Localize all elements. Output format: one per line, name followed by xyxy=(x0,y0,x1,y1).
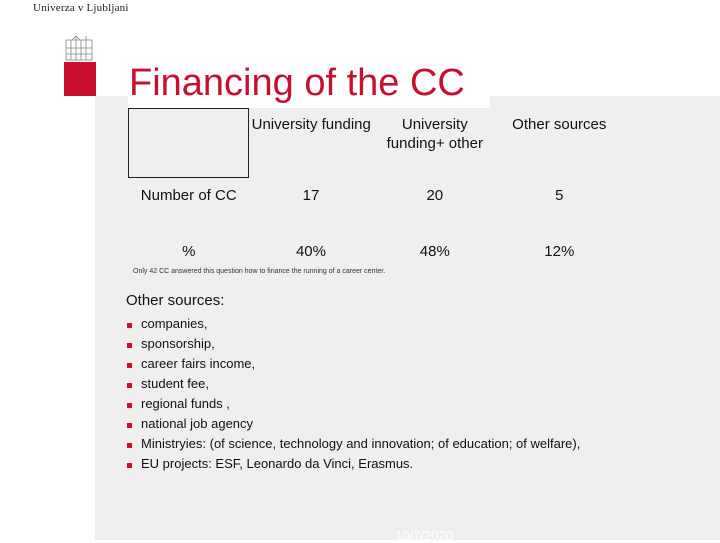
slide-title: Financing of the CC xyxy=(129,62,465,104)
square-bullet-icon xyxy=(127,443,132,448)
table-header-row xyxy=(129,109,623,178)
list-item-text: Ministryies: (of science, technology and innovation; of education; of welfare), xyxy=(141,436,581,451)
list-item xyxy=(127,434,580,454)
other-sources-heading: Other sources: xyxy=(126,292,225,309)
table-cell: 17 xyxy=(302,186,320,204)
list-item xyxy=(127,394,580,414)
list-item-text: national job agency xyxy=(141,416,254,431)
list-item xyxy=(127,334,580,354)
table-cell: 12% xyxy=(544,243,575,260)
funding-table xyxy=(128,108,622,275)
table-cell: 48% xyxy=(419,243,450,260)
list-item-text: sponsorship, xyxy=(141,336,215,351)
list-item-text: student fee, xyxy=(141,376,209,391)
list-item-text: companies, xyxy=(141,316,208,331)
header-cell: Other sources xyxy=(512,115,607,133)
list-item xyxy=(127,454,580,474)
slide-date: 10/7/2020 xyxy=(395,528,453,543)
square-bullet-icon xyxy=(127,343,132,348)
list-item xyxy=(127,374,580,394)
list-item xyxy=(127,414,580,434)
list-item-text: EU projects: ESF, Leonardo da Vinci, Erasmus. xyxy=(141,456,414,471)
list-item-text: regional funds , xyxy=(141,396,230,411)
square-bullet-icon xyxy=(127,363,132,368)
table-cell: 20 xyxy=(426,186,444,204)
header-cell-empty xyxy=(129,109,249,178)
table-cell: 5 xyxy=(555,186,564,204)
list-item xyxy=(127,314,580,334)
square-bullet-icon xyxy=(127,463,132,468)
footnote: Only 42 CC answered this question how to finance the running of a career center. xyxy=(133,268,386,275)
header-cell: University funding+ other xyxy=(386,115,483,152)
row-label: Number of CC xyxy=(140,187,237,204)
list-item xyxy=(127,354,580,374)
square-bullet-icon xyxy=(127,383,132,388)
table-row xyxy=(129,178,623,242)
university-logo-icon xyxy=(62,34,96,96)
table-cell: 40% xyxy=(295,243,326,260)
header-cell: University funding xyxy=(251,115,371,133)
other-sources-list xyxy=(127,314,580,474)
row-label: % xyxy=(182,243,196,260)
university-name: Univerza v Ljubljani xyxy=(33,2,129,14)
square-bullet-icon xyxy=(127,403,132,408)
square-bullet-icon xyxy=(127,323,132,328)
square-bullet-icon xyxy=(127,423,132,428)
list-item-text: career fairs income, xyxy=(141,356,256,371)
